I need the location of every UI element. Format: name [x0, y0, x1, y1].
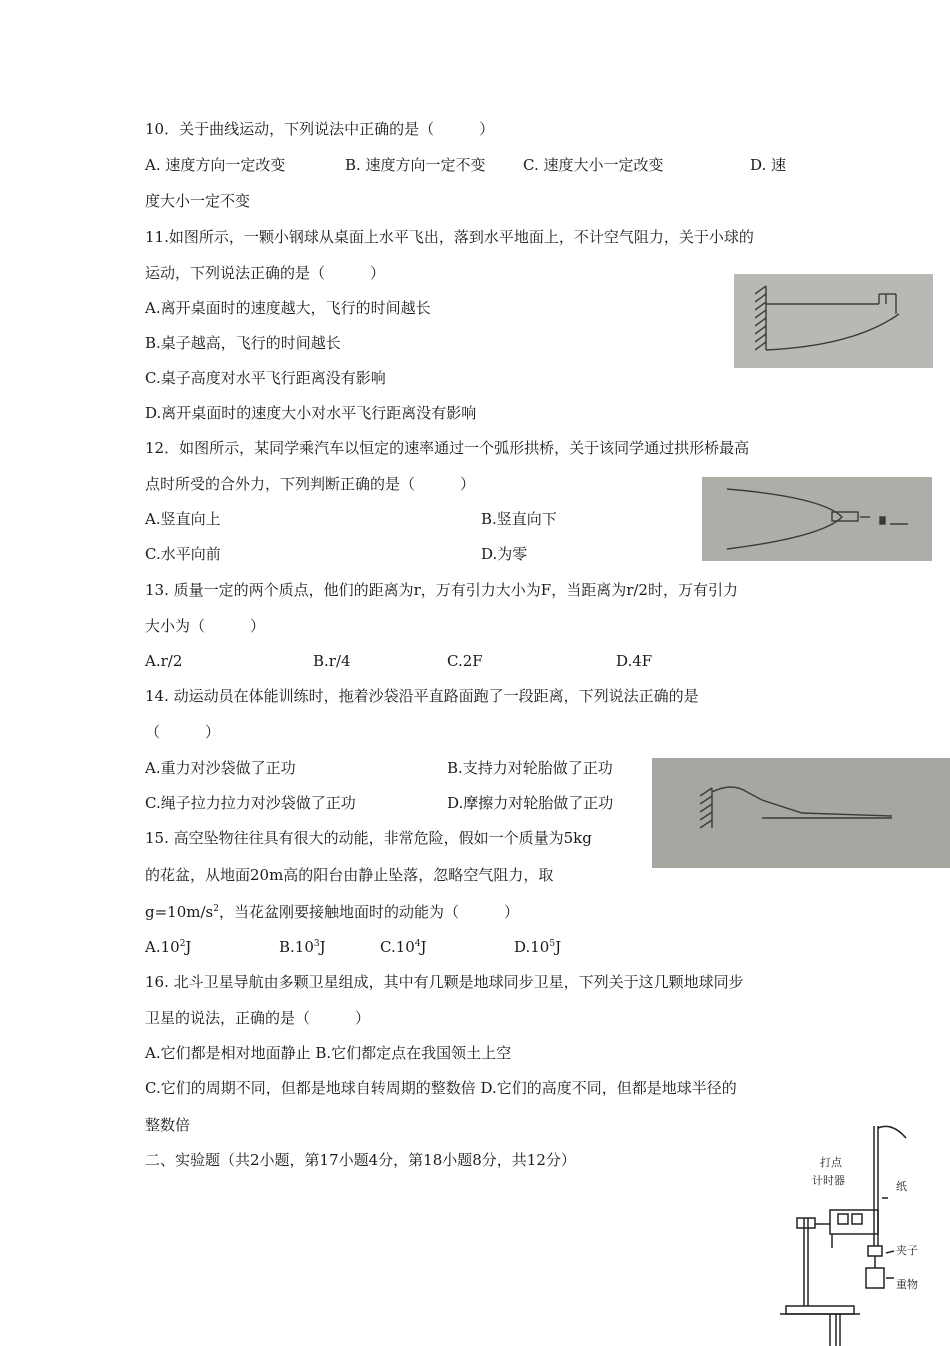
q15-option-c: $C.10^4J$	[380, 938, 427, 956]
q12-option-a: A.竖直向上	[145, 510, 221, 528]
apparatus-figure-free-fall	[770, 1118, 950, 1346]
q14-stem-cont: （ ）	[145, 723, 221, 741]
q15-stem: 15. 高空坠物往往具有很大的动能，非常危险，假如一个质量为5kg	[145, 829, 592, 847]
q15-stem-cont: 的花盆，从地面20m高的阳台由静止坠落，忽略空气阻力，取	[145, 866, 554, 884]
q10-option-d: D. 速	[750, 156, 787, 174]
q12-option-c: C.水平向前	[145, 545, 221, 563]
q15-option-a: $A.10^2J$	[145, 938, 192, 956]
q15-option-d: $D.10^5J$	[514, 938, 562, 956]
q10-stem: 10．关于曲线运动，下列说法中正确的是（ ）	[145, 120, 495, 138]
q11-option-c: C.桌子高度对水平飞行距离没有影响	[145, 369, 386, 387]
q16-options-cd: C.它们的周期不同，但都是地球自转周期的整数倍 D.它们的高度不同，但都是地球半径的	[145, 1079, 737, 1097]
q14-option-b: B.支持力对轮胎做了正功	[447, 759, 613, 777]
apparatus-label-weight: 重物	[896, 1278, 918, 1291]
section-heading-experiment: 二、实验题（共2小题，第17小题4分，第18小题8分，共12分）	[145, 1151, 576, 1169]
q11-option-a: A.离开桌面时的速度越大，飞行的时间越长	[145, 299, 431, 317]
q16-stem-cont: 卫星的说法，正确的是（ ）	[145, 1009, 371, 1027]
q10-option-d-cont: 度大小一定不变	[145, 192, 251, 210]
q12-option-b: B.竖直向下	[481, 510, 557, 528]
q12-option-d: D.为零	[481, 545, 528, 563]
q10-option-c: C. 速度大小一定改变	[523, 156, 664, 174]
q10-option-a: A. 速度方向一定改变	[145, 156, 286, 174]
q13-option-a: A.r/2	[145, 652, 183, 670]
apparatus-label-timer-1: 打点	[820, 1156, 842, 1169]
q11-stem-cont: 运动，下列说法正确的是（ ）	[145, 264, 386, 282]
q14-figure-sandbag-drag	[652, 758, 950, 868]
q16-options-ab: A.它们都是相对地面静止 B.它们都定点在我国领土上空	[145, 1044, 512, 1062]
q16-options-cd-cont: 整数倍	[145, 1116, 191, 1134]
q14-option-c: C.绳子拉力拉力对沙袋做了正功	[145, 794, 356, 812]
q11-option-d: D.离开桌面时的速度大小对水平飞行距离没有影响	[145, 404, 477, 422]
q15-option-b: $B.10^3J$	[279, 938, 326, 956]
q12-stem: 12．如图所示，某同学乘汽车以恒定的速率通过一个弧形拱桥，关于该同学通过拱形桥最高	[145, 439, 750, 457]
q16-stem: 16. 北斗卫星导航由多颗卫星组成，其中有几颗是地球同步卫星，下列关于这几颗地球同步	[145, 973, 744, 991]
q14-option-a: A.重力对沙袋做了正功	[145, 759, 296, 777]
q15-stem-cont-2: $g=10m/s^2$，当花盆刚要接触地面时的动能为（ ）	[145, 903, 519, 921]
q13-option-d: D.4F	[616, 652, 653, 670]
apparatus-label-paper: 纸	[896, 1180, 907, 1193]
q14-option-d: D.摩擦力对轮胎做了正功	[447, 794, 614, 812]
q10-option-b: B. 速度方向一定不变	[345, 156, 486, 174]
q11-stem: 11.如图所示，一颗小钢球从桌面上水平飞出，落到水平地面上，不计空气阻力，关于小球的	[145, 228, 754, 246]
q12-figure-arch-bridge	[702, 477, 932, 561]
q14-stem: 14. 动运动员在体能训练时，拖着沙袋沿平直路面跑了一段距离，下列说法正确的是	[145, 687, 699, 705]
q13-option-b: B.r/4	[313, 652, 351, 670]
q13-stem: 13. 质量一定的两个质点，他们的距离为r，万有引力大小为F，当距离为r/2时，万有引力	[145, 581, 738, 599]
q11-option-b: B.桌子越高，飞行的时间越长	[145, 334, 341, 352]
q13-option-c: C.2F	[447, 652, 483, 670]
q12-stem-cont: 点时所受的合外力，下列判断正确的是（ ）	[145, 475, 476, 493]
q13-stem-cont: 大小为（ ）	[145, 617, 266, 635]
apparatus-label-timer-2: 计时器	[812, 1174, 845, 1187]
apparatus-label-clip: 夹子	[896, 1244, 918, 1257]
q11-figure-table-projectile	[734, 274, 933, 368]
